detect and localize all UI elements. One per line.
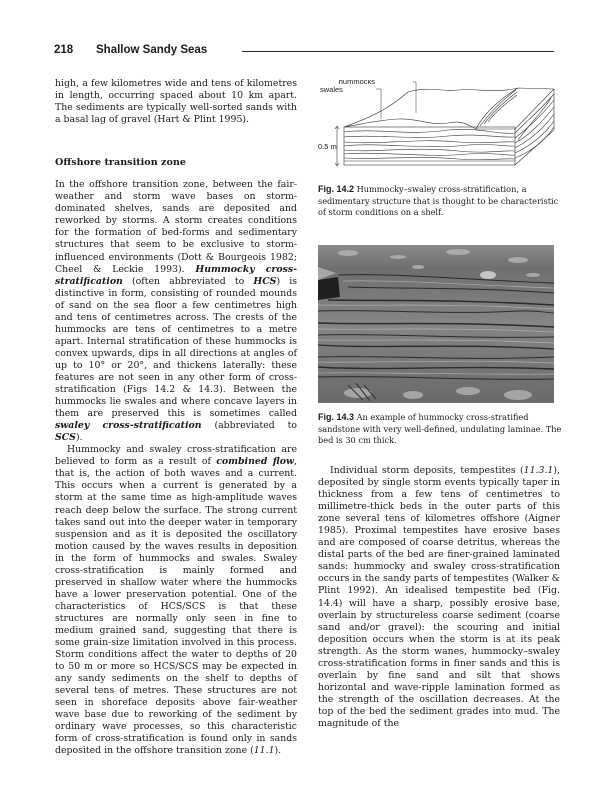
section-heading: Offshore transition zone — [55, 157, 186, 169]
hcs-block-diagram-illustration — [318, 80, 558, 178]
running-head — [54, 44, 554, 64]
intro-paragraph: high, a few kilometres wide and tens of kilometres in length, occurring spaced about 10 km apart. The sediments are typically well-sorted sands with a basal lag of gravel (Hart & Plint 1995). — [55, 78, 297, 126]
label-hummocks: hummocks — [338, 80, 375, 86]
label-scale-0-5m: 0.5 m — [318, 142, 337, 151]
abbr-scs: SCS — [55, 432, 76, 444]
paragraph-hcs: In the offshore transition zone, between the fair-weather and storm wave bases on storm-dominated shelves, sands are deposited and reworked by storms. A storm creates conditions for the formation of bed-forms and sedimentary structures that seem to be exclusive to storm-influenced environments (Dott & Bourgeois 1982; Cheel & Leckie 1993). Hummocky cross-stratification (often abbreviated to HCS) is distinctive in form, consisting of rounded mounds of sand on the sea floor a few centimetres high and tens of centimetres across. The crests of the hummocks are tens of centimetres to a metre apart. Internal stratification of these hummocks is convex upwards, dips in all directions at angles of up to 10° or 20°, and thickens laterally: these features are not seen in any other form of cross-stratification (Figs 14.2 & 14.3). Between the hummocks lie swales and where concave layers in them are preserved this is sometimes called swaley cross-stratification (abbreviated to SCS). — [55, 179, 297, 444]
section-cross-reference: 11.1 — [253, 745, 275, 757]
chapter-title: Shallow Sandy Seas — [96, 44, 208, 56]
figure-14-2-diagram — [318, 80, 558, 178]
figure-14-3-label: Fig. 14.3 — [318, 412, 355, 422]
right-column — [318, 465, 560, 730]
header-rule — [242, 51, 554, 52]
term-combined-flow: combined flow — [216, 456, 295, 468]
section-cross-reference: 11.3.1 — [523, 465, 554, 476]
paragraph-combined-flow: Hummocky and swaley cross-stratification are believed to form as a result of combined flow, that is, the action of both waves and a current. This occurs when a current is generated by a storm at the same time as high-amplitude waves reach deep below the surface. The strong current takes sand out into the deeper water in temporary suspension and as it is deposited the oscillatory motion caused by the waves results in deposition in the form of hummocks and swales. Swaley cross-stratification is mainly formed and preserved in shallow water where the hummocks have a lower preservation potential. One of the characteristics of HCS/SCS is that these structures are normally only seen in fine to medium grained sand, suggesting that there is some grain-size limitation involved in this process. Storm conditions affect the water to depths of 20 to 50 m or more so HCS/SCS may be expected in any sandy sediments on the shelf to depths of several tens of metres. These structures are not seen in shoreface deposits above fair-weather wave base due to reworking of the sediment by ordinary wave processes, so this characteristic form of cross-stratification is found only in sands deposited in the offshore transition zone (11.1). — [55, 444, 297, 757]
figure-14-3-caption: Fig. 14.3 An example of hummocky cross-stratified sandstone with very well-defined, undulating laminae. The bed is 30 cm thick. — [318, 412, 562, 446]
term-hummocky-cross-stratification: Hummocky cross-stratification — [55, 263, 297, 287]
figure-14-3-photo — [318, 245, 554, 403]
figure-14-2-caption: Fig. 14.2 Hummocky–swaley cross-stratification, a sedimentary structure that is thought to be characteristic of storm conditions on a shelf. — [318, 184, 559, 218]
hcs-sandstone-photo — [318, 245, 554, 403]
left-column — [55, 78, 297, 757]
label-swales: swales — [320, 85, 343, 94]
abbr-hcs: HCS — [253, 275, 277, 287]
term-swaley-cross-stratification: swaley cross-stratification — [55, 420, 202, 432]
figure-14-2-label: Fig. 14.2 — [318, 184, 355, 194]
page-number: 218 — [54, 44, 74, 56]
paragraph-tempestites: Individual storm deposits, tempestites (11.3.1), deposited by single storm events typically taper in thickness from a few tens of centimetres to millimetre-thick beds in the outer parts of this zone several tens of kilometres offshore (Aigner 1985). Proximal tempestites have erosive bases and are composed of coarse detritus, whereas the distal parts of the bed are finer-grained laminated sands: hummocky and swaley cross-stratification occurs in the sandy parts of tempestites (Walker & Plint 1992). An idealised tempestite bed (Fig. 14.4) will have a sharp, possibly erosive base, overlain by structureless coarse sediment (coarse sand and/or gravel): the scouring and initial deposition occurs when the storm is at its peak strength. As the storm wanes, hummocky–swaley cross-stratification forms in finer sands and this is overlain by fine sand and silt that shows horizontal and wave-ripple lamination formed as the strength of the oscillation decreases. At the top of the bed the sediment grades into mud. The magnitude of the — [318, 465, 560, 729]
